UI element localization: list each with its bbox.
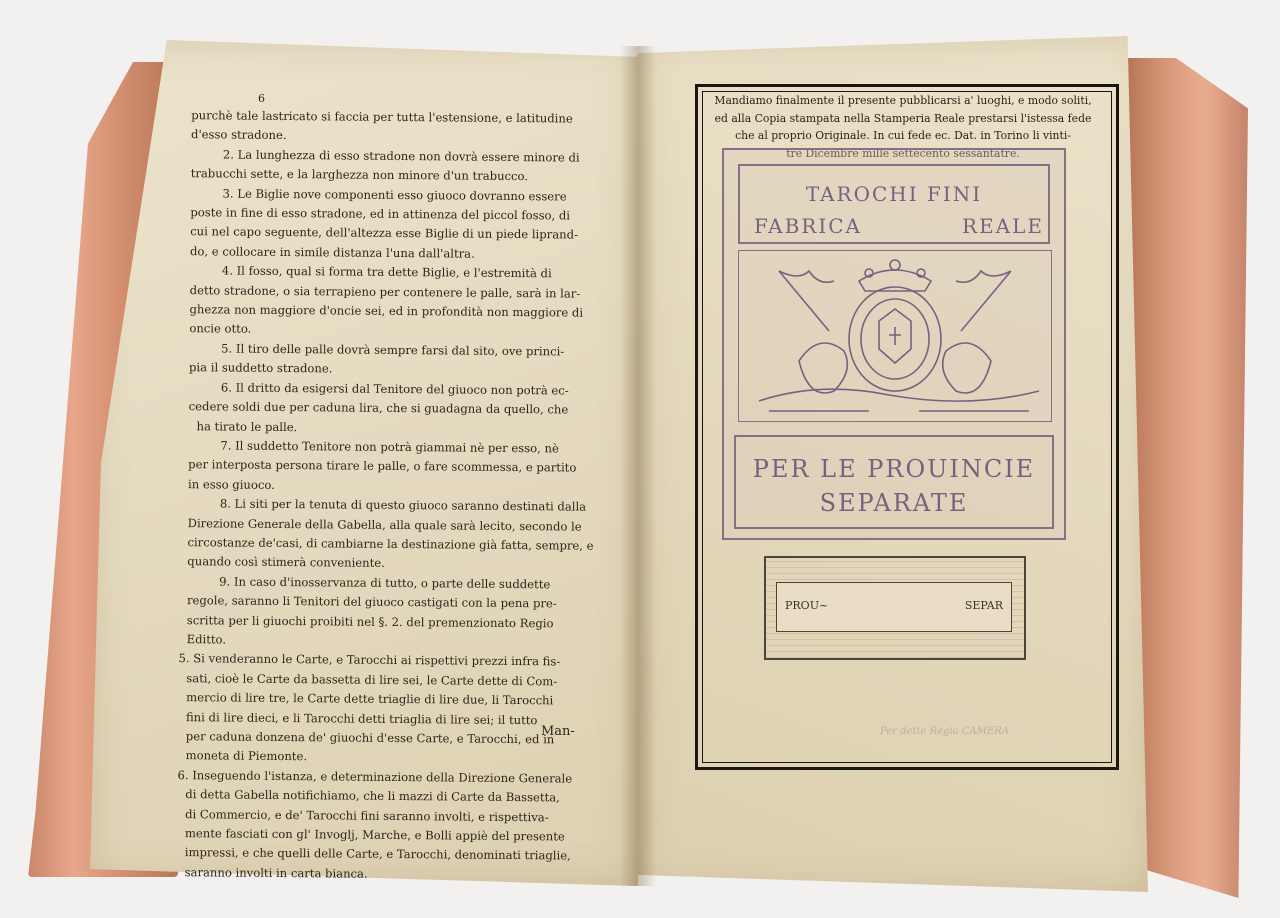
text-line: di Commercio, e de' Tarocchi fini saranno involti, e rispettiva- [185,806,549,824]
text-line: 7. Il suddetto Tenitore non potrà giammai nè per esso, nè [220,438,559,456]
label-left-text: PROU~ [785,599,829,612]
text-line: Editto. [186,632,227,647]
right-page-edges [1128,58,1248,898]
text-line: 2. La lunghezza di esso stradone non dovrà essere minore di [222,147,580,165]
stamp-line-1: TAROCHI FINI [805,182,983,206]
text-line: 4. Il fosso, qual si forma tra dette Biglie, e l'estremità di [221,263,552,281]
text-line: regole, saranno li Tenitori del giuoco castigati con la pena pre- [186,593,557,611]
text-line: detto stradone, o sia terrapieno per contenere le palle, sarà in lar- [189,282,581,301]
stamp-header-box [738,164,1050,244]
book-gutter [620,46,656,886]
text-line: per caduna donzena de' giuochi d'esse Carte, e Tarocchi, ed in [185,729,555,747]
decree-line: tre Dicembre mille settecento sessantatre. [786,146,1020,160]
decree-line: ed alla Copia stampata nella Stamperia Reale prestarsi l'istessa fede [714,111,1092,125]
text-line: 9. In caso d'inosservanza di tutto, o parte delle suddette [219,574,551,592]
text-line: Direzione Generale della Gabella, alla quale sarà lecito, secondo le [187,515,582,534]
text-line: per interposta persona tirare le palle, o fare scommessa, e partito [188,457,577,475]
stamp-line-3: PER LE PROUINCIE [752,455,1036,483]
province-label [764,556,1026,660]
decree-line: Mandiamo finalmente il presente pubblicarsi a' luoghi, e modo soliti, [714,94,1092,107]
text-line: d'esso stradone. [191,127,287,143]
text-line: 6. Il dritto da esigersi dal Tenitore del giuoco non potrà ec- [220,380,569,398]
text-line: ghezza non maggiore d'oncie sei, ed in profondità non maggiore di [189,302,584,320]
text-line: 8. Li siti per la tenuta di questo giuoco saranno destinati dalla [219,496,587,514]
left-page-text [177,88,612,886]
stamp-line-2 [754,214,1044,238]
text-line: purchè tale lastricato si faccia per tutta l'estensione, e latitudine [191,108,573,126]
text-line: 3. Le Biglie nove componenti esso giuoco dovranno essere [222,186,567,204]
text-line: 5. Si venderanno le Carte, e Tarocchi ai rispettivi prezzi infra fis- [178,651,561,669]
text-line: mente fasciati con gl' Invoglj, Marche, e Bolli appiè del presente [184,826,565,844]
text-line: poste in fine di esso stradone, ed in attinenza del piccol fosso, di [190,205,571,223]
stamp-word-reale: REALE [962,214,1044,238]
text-line: 5. Il tiro delle palle dovrà sempre farsi dal sito, ove princi- [221,341,565,359]
decree-line: che al proprio Originale. In cui fede ec. Dat. in Torino li vinti- [735,129,1071,143]
text-line: scritta per li giuochi proibiti nel §. 2. del premenzionato Regio [186,612,554,630]
text-line: oncie otto. [189,321,252,337]
text-line: saranno involti in carta bianca. [184,864,368,881]
text-line: cedere soldi due per caduna lira, che si guadagna da quello, che [188,399,569,417]
province-label-inner [776,582,1012,632]
text-line: circostanze de'casi, di cambiarne la destinazione già fatta, sempre, e [187,535,594,553]
text-line: quando così stimerà conveniente. [187,554,385,571]
text-line: fini di lire dieci, e li Tarocchi detti triaglia di lire sei; il tutto [185,709,538,727]
text-line: ha tirato le palle. [196,418,298,434]
catchword: Man- [541,724,575,739]
text-line: cui nel capo seguente, dell'altezza esse Biglie di un piede liprand- [190,224,579,242]
text-line: sati, cioè le Carte da bassetta di lire sei, le Carte dette di Com- [186,670,558,689]
stamp-line-4: SEPARATE [819,489,969,517]
text-line: in esso giuoco. [187,476,275,492]
text-line: di detta Gabella notifichiamo, che li mazzi di Carte da Bassetta, [185,787,560,805]
bleed-through-text: Per dette Regia CAMERA [880,726,1009,737]
text-line: mercio di lire tre, le Carte dette triaglie di lire due, li Tarocchi [186,690,554,708]
label-right-text: SEPAR [964,599,1003,612]
text-line: do, e collocare in simile distanza l'una dall'altra. [189,244,475,261]
text-line: impressi, e che quelli delle Carte, e Tarocchi, denominati triaglie, [184,845,571,863]
stamp-footer-box [734,435,1054,529]
text-line: 6. Inseguendo l'istanza, e determinazione della Direzione Generale [177,767,573,786]
page-number: 6 [258,92,265,105]
text-line: pia il suddetto stradone. [188,360,333,376]
royal-crest-icon [738,250,1052,422]
stamp-word-fabrica: FABRICA [754,214,862,238]
tarot-wrapper-stamp [722,148,1066,540]
text-line: trabucchi sette, e la larghezza non minore d'un trabucco. [190,166,529,184]
text-line: moneta di Piemonte. [185,748,308,764]
